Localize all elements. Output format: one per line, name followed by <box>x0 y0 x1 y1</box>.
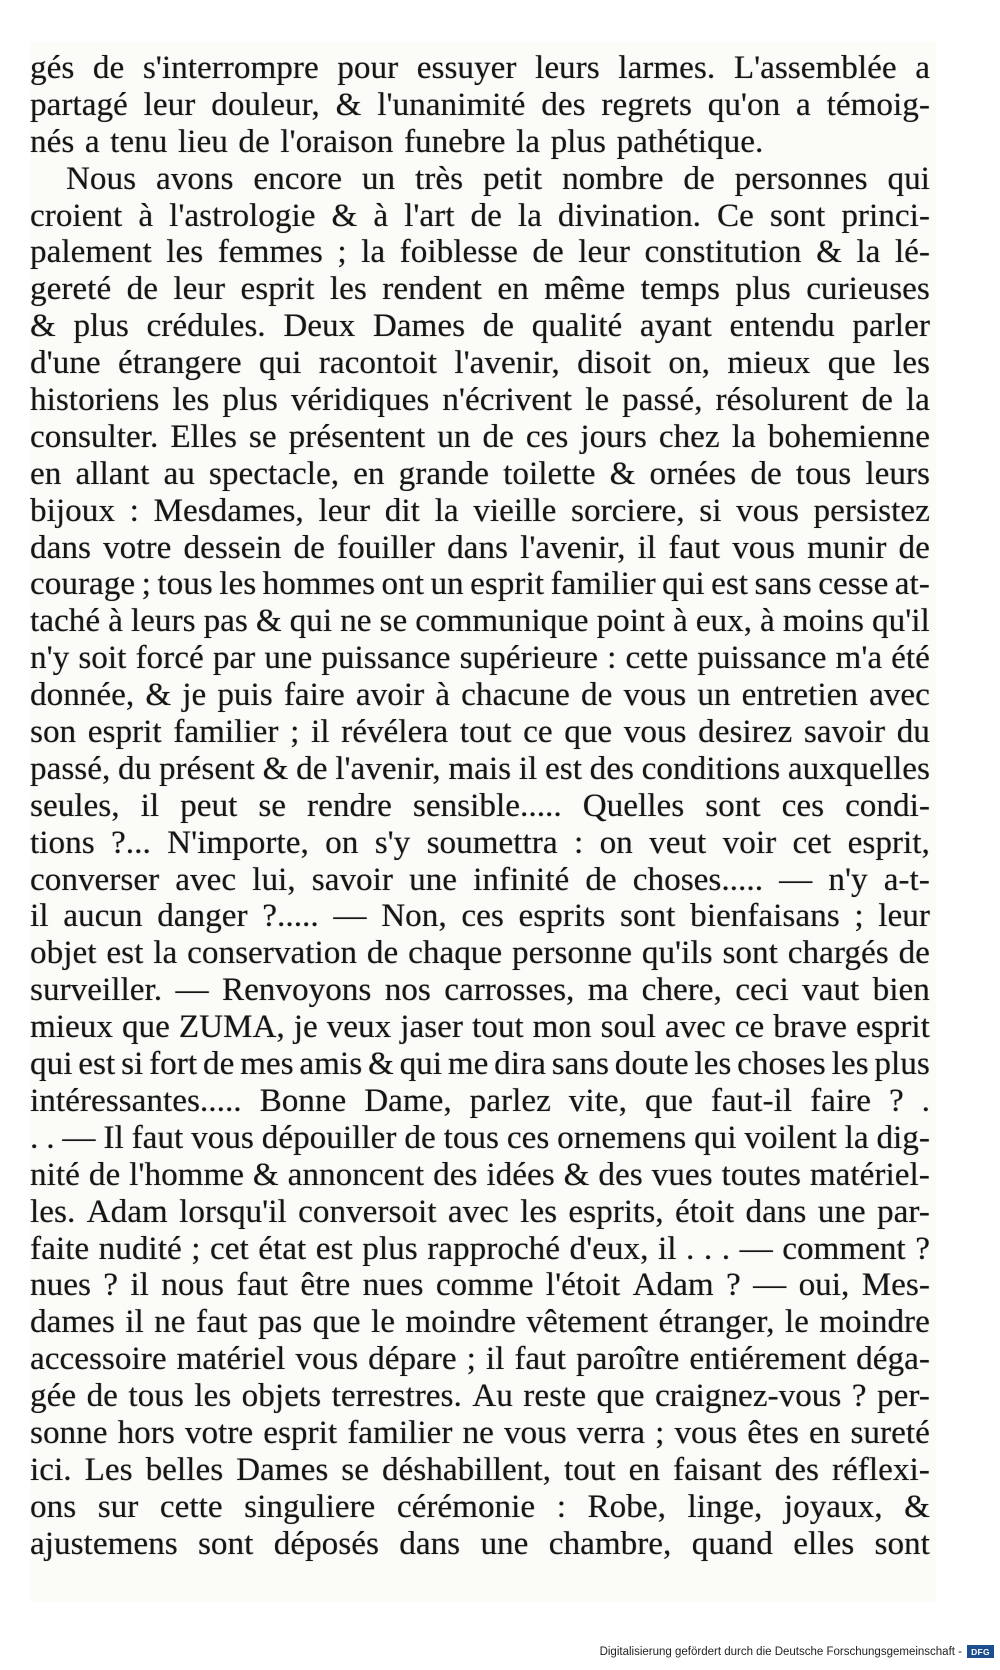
text-line: les. Adam lorsqu'il conversoit avec les esprits, étoit dans une par- <box>30 1193 930 1230</box>
text-line: croient à l'astrologie & à l'art de la divination. Ce sont princi- <box>30 197 930 234</box>
text-line: en allant au spectacle, en grande toilette & ornées de tous leurs <box>30 455 930 492</box>
text-line: nité de l'homme & annoncent des idées & des vues toutes matériel- <box>30 1156 930 1193</box>
dfg-logo: DFG <box>967 1645 994 1658</box>
text-line: n'y soit forcé par une puissance supérieure : cette puissance m'a été <box>30 640 930 677</box>
text-line: seules, il peut se rendre sensible..... Quelles sont ces condi- <box>30 787 930 824</box>
text-line: . . — Il faut vous dépouiller de tous ces ornemens qui voilent la dig- <box>30 1119 930 1156</box>
text-line: tions ?... N'importe, on s'y soumettra : on veut voir cet esprit, <box>30 824 930 861</box>
text-line: donnée, & je puis faire avoir à chacune de vous un entretien avec <box>30 677 930 714</box>
text-line: ici. Les belles Dames se déshabillent, tout en faisant des réflexi- <box>30 1451 930 1488</box>
text-line: bijoux : Mesdames, leur dit la vieille sorciere, si vous persistez <box>30 492 930 529</box>
text-line: qui est si fort de mes amis & qui me dira sans doute les choses les plus <box>30 1046 930 1083</box>
digitization-credit <box>600 1645 994 1658</box>
text-line: partagé leur douleur, & l'unanimité des regrets qu'on a témoig- <box>30 86 930 123</box>
text-line: & plus crédules. Deux Dames de qualité ayant entendu parler <box>30 308 930 345</box>
text-line: accessoire matériel vous dépare ; il faut paroître entiérement déga- <box>30 1341 930 1378</box>
text-line: ajustemens sont déposés dans une chambre, quand elles sont <box>30 1525 930 1562</box>
text-line: d'une étrangere qui racontoit l'avenir, disoit on, mieux que les <box>30 345 930 382</box>
text-line: palement les femmes ; la foiblesse de leur constitution & la lé- <box>30 234 930 271</box>
text-line: son esprit familier ; il révélera tout ce que vous desirez savoir du <box>30 714 930 751</box>
text-line: intéressantes..... Bonne Dame, parlez vite, que faut-il faire ? . <box>30 1082 930 1119</box>
text-line: gereté de leur esprit les rendent en même temps plus curieuses <box>30 271 930 308</box>
text-line: mieux que ZUMA, je veux jaser tout mon soul avec ce brave esprit <box>30 1009 930 1046</box>
text-line: passé, du présent & de l'avenir, mais il est des conditions auxquelles <box>30 750 930 787</box>
text-line: sonne hors votre esprit familier ne vous verra ; vous êtes en sureté <box>30 1414 930 1451</box>
text-line: dames il ne faut pas que le moindre vêtement étranger, le moindre <box>30 1304 930 1341</box>
credit-text: Digitalisierung gefördert durch die Deutsche Forschungsgemeinschaft - <box>599 1645 962 1658</box>
text-line: gée de tous les objets terrestres. Au reste que craignez-vous ? per- <box>30 1378 930 1415</box>
text-line: converser avec lui, savoir une infinité de choses..... — n'y a-t- <box>30 861 930 898</box>
text-line: nés a tenu lieu de l'oraison funebre la plus pathétique. <box>30 123 764 160</box>
text-line: taché à leurs pas & qui ne se communique point à eux, à moins qu'il <box>30 603 930 640</box>
text-line: ons sur cette singuliere cérémonie : Robe, linge, joyaux, & <box>30 1488 930 1525</box>
body-text <box>30 50 930 1563</box>
text-line: nues ? il nous faut être nues comme l'étoit Adam ? — oui, Mes- <box>30 1267 930 1304</box>
text-line: surveiller. — Renvoyons nos carrosses, ma chere, ceci vaut bien <box>30 972 930 1009</box>
text-line: Nous avons encore un très petit nombre de personnes qui <box>66 160 930 197</box>
scanned-page <box>30 42 936 1602</box>
text-line: faite nudité ; cet état est plus rapproché d'eux, il . . . — comment ? <box>30 1230 930 1267</box>
text-line: consulter. Elles se présentent un de ces jours chez la bohemienne <box>30 418 930 455</box>
text-line: gés de s'interrompre pour essuyer leurs larmes. L'assemblée a <box>30 50 930 86</box>
text-line: historiens les plus véridiques n'écrivent le passé, résolurent de la <box>30 382 930 419</box>
text-line: il aucun danger ?..... — Non, ces esprits sont bienfaisans ; leur <box>30 898 930 935</box>
text-line: objet est la conservation de chaque personne qu'ils sont chargés de <box>30 935 930 972</box>
text-line: dans votre dessein de fouiller dans l'avenir, il faut vous munir de <box>30 529 930 566</box>
text-line: courage ; tous les hommes ont un esprit familier qui est sans cesse at- <box>30 566 930 603</box>
